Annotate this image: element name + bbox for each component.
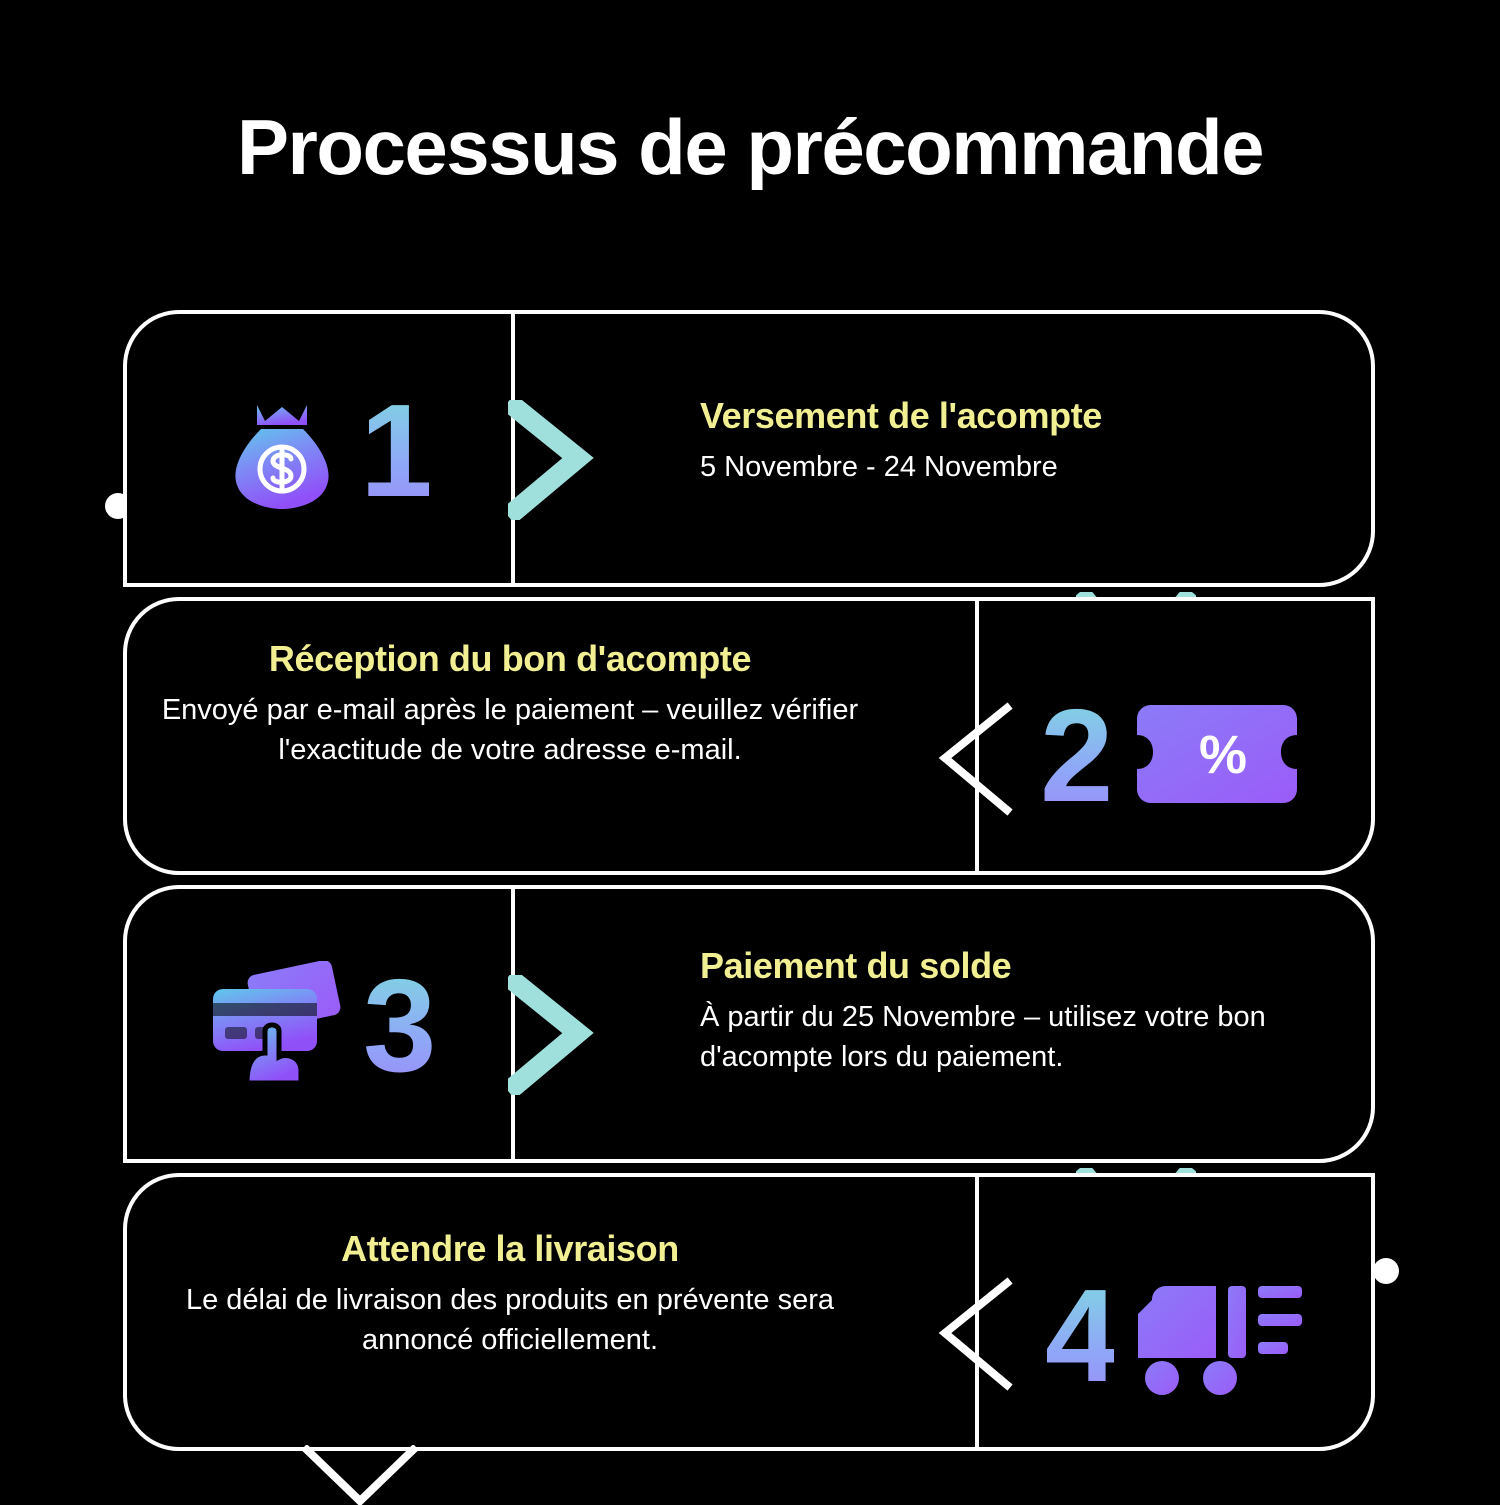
step-3-number: 3 bbox=[363, 952, 433, 1099]
delivery-truck-icon bbox=[1132, 1274, 1307, 1399]
step-1-number-icon-group bbox=[222, 377, 430, 524]
step-2-text bbox=[160, 638, 860, 770]
flow-tail-arrow bbox=[300, 1445, 420, 1505]
step-2-number-icon-group bbox=[1040, 682, 1307, 829]
step-1-chevron-arrow bbox=[508, 400, 598, 520]
step-1-number: 1 bbox=[360, 377, 430, 524]
svg-text:%: % bbox=[1199, 725, 1248, 785]
step-2-number: 2 bbox=[1040, 682, 1110, 829]
credit-card-payment-icon bbox=[205, 961, 345, 1091]
step-4-text bbox=[160, 1228, 860, 1360]
page-title: Processus de précommande bbox=[236, 103, 1264, 191]
step-4-title: Attendre la livraison bbox=[341, 1228, 679, 1269]
step-1-description: 5 Novembre - 24 Novembre bbox=[700, 451, 1058, 484]
step-4-number-icon-group bbox=[1045, 1262, 1307, 1409]
step-1-title: Versement de l'acompte bbox=[700, 395, 1102, 436]
step-2-description: Envoyé par e-mail après le paiement – veuillez vérifier l'exactitude de votre adresse e-mail. bbox=[161, 694, 859, 766]
step-3-description: À partir du 25 Novembre – utilisez votre bon d'acompte lors du paiement. bbox=[700, 1001, 1266, 1073]
end-dot bbox=[1373, 1258, 1399, 1284]
step-3-text bbox=[700, 945, 1340, 1077]
step-2-chevron-arrow bbox=[925, 700, 1015, 820]
step-3-title: Paiement du solde bbox=[700, 945, 1012, 986]
money-bag-icon bbox=[222, 391, 342, 511]
step-4-description: Le délai de livraison des produits en prévente sera annoncé officiellement. bbox=[185, 1284, 835, 1356]
step-1-text bbox=[700, 395, 1340, 488]
step-3-number-icon-group bbox=[205, 952, 433, 1099]
step-4-number: 4 bbox=[1045, 1262, 1115, 1409]
step-3-chevron-arrow bbox=[508, 975, 598, 1095]
step-4-chevron-arrow bbox=[925, 1275, 1015, 1395]
step-2-title: Réception du bon d'acompte bbox=[268, 638, 752, 679]
discount-ticket-icon bbox=[1127, 701, 1307, 811]
